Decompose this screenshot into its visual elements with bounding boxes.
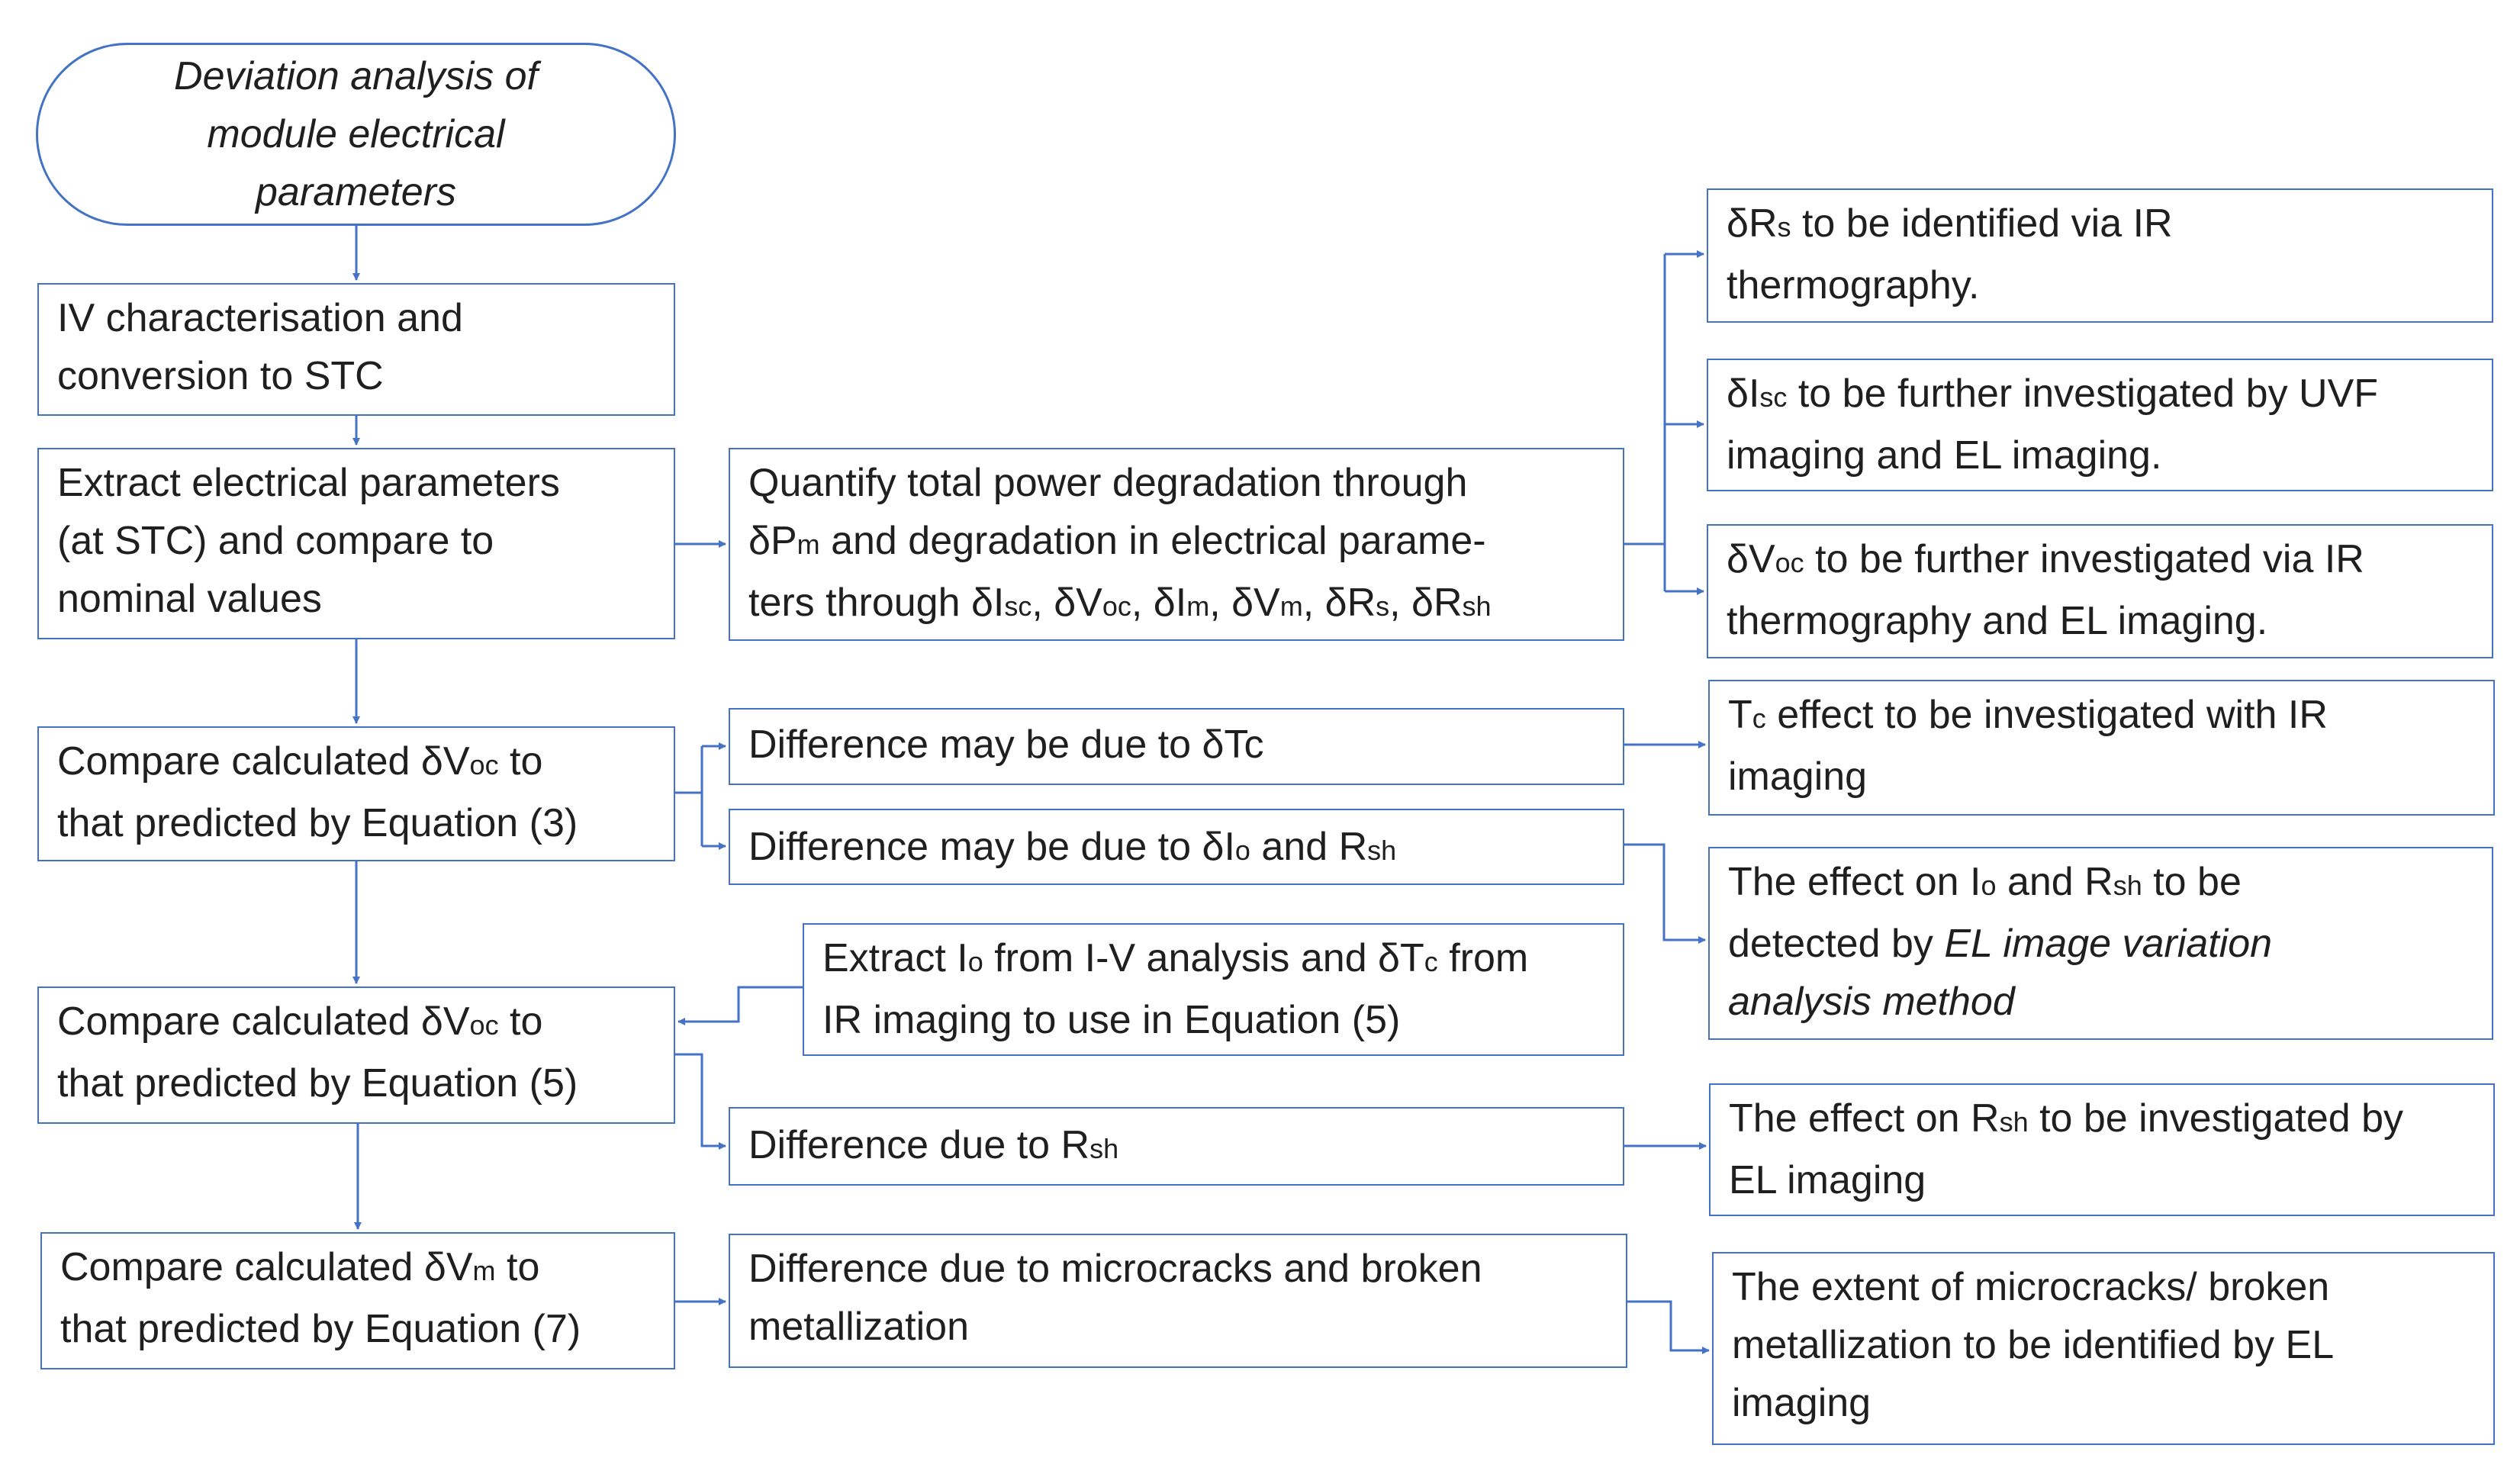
arrow-micro-to-extent xyxy=(1627,1302,1709,1350)
rsh-el-box xyxy=(1709,1083,2495,1216)
arrow-compare5-to-diff-rsh xyxy=(675,1054,726,1146)
arrow-extract-io-to-compare5 xyxy=(678,987,803,1022)
rsh-el-label: The effect on Rsh to be investigated by EL imaging xyxy=(1729,1096,2404,1202)
isc-uvf-box xyxy=(1707,359,2493,491)
compare-eq3-label: Compare calculated δVoc to that predicted by Equation (3) xyxy=(57,739,578,845)
quantify-degradation-label: Quantify total power degradation through δPm and degradation in electrical parame- ters through δIsc, δVoc, δIm, δVm, δRs, δRsh xyxy=(748,461,1492,625)
iv-characterisation-label: IV characterisation and conversion to STC xyxy=(57,296,463,398)
voc-ir-el-box xyxy=(1707,524,2493,658)
start-terminator xyxy=(36,43,676,226)
isc-uvf-label: δIsc to be further investigated by UVF imaging and EL imaging. xyxy=(1727,372,2379,478)
voc-ir-el-label: δVoc to be further investigated via IR thermography and EL imaging. xyxy=(1727,537,2364,643)
tc-ir-label: Tc effect to be investigated with IR imaging xyxy=(1728,693,2328,799)
start-label: Deviation analysis of module electrical parameters xyxy=(174,54,538,214)
microcracks-el-label: The extent of microcracks/ broken metallization to be identified by EL imaging xyxy=(1732,1265,2335,1425)
compare-eq3-box xyxy=(37,726,675,861)
rs-ir-label: δRs to be identified via IR thermography. xyxy=(1727,201,2173,307)
extract-io-tc-label: Extract Io from I-V analysis and δTc from IR imaging to use in Equation (5) xyxy=(822,936,1529,1042)
diff-tc-label: Difference may be due to δTc xyxy=(748,723,1264,767)
branch-quantify-to-right xyxy=(1624,254,1665,591)
compare-eq5-box xyxy=(37,986,675,1124)
diff-io-rsh-label: Difference may be due to δIo and Rsh xyxy=(748,825,1397,869)
compare-eq7-label: Compare calculated δVm to that predicted by Equation (7) xyxy=(60,1245,581,1351)
diff-rsh-box xyxy=(729,1107,1624,1186)
io-rsh-el-label: The effect on Io and Rsh to be detected by EL image variation analysis method xyxy=(1728,860,2273,1024)
compare-eq7-box xyxy=(40,1232,675,1369)
diff-microcracks-label: Difference due to microcracks and broken metallization xyxy=(748,1247,1482,1349)
extract-parameters-label: Extract electrical parameters (at STC) and compare to nominal values xyxy=(57,461,560,621)
diff-microcracks-box xyxy=(729,1234,1627,1368)
io-rsh-el-box xyxy=(1708,847,2493,1040)
extract-io-tc-box xyxy=(803,923,1624,1056)
microcracks-el-box xyxy=(1712,1252,2495,1445)
rs-ir-box xyxy=(1707,188,2493,323)
diff-io-rsh-box xyxy=(729,809,1624,885)
compare-eq5-label: Compare calculated δVoc to that predicted by Equation (5) xyxy=(57,999,578,1106)
quantify-degradation-box xyxy=(729,448,1624,641)
extract-parameters-box xyxy=(37,448,675,639)
tc-ir-box xyxy=(1708,680,2495,816)
arrow-diff-io-to-io xyxy=(1624,845,1705,940)
diff-tc-box xyxy=(729,708,1624,785)
branch-compare3 xyxy=(675,746,702,846)
iv-characterisation-box xyxy=(37,283,675,416)
diff-rsh-label: Difference due to Rsh xyxy=(748,1123,1119,1167)
